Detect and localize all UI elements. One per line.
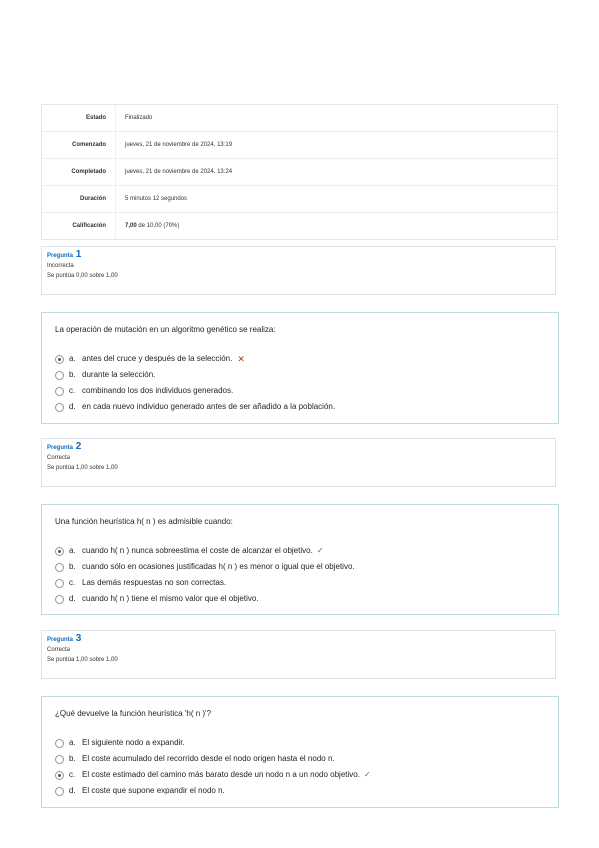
question-text: Una función heurística h( n ) es admisible cuando:: [55, 517, 233, 526]
summary-value: [116, 213, 558, 240]
radio-icon[interactable]: [55, 371, 64, 380]
answer-option-b[interactable]: [55, 367, 546, 383]
radio-checked-icon[interactable]: [55, 355, 64, 364]
radio-icon[interactable]: [55, 787, 64, 796]
option-letter: b.: [69, 754, 76, 763]
summary-value: jueves, 21 de noviembre de 2024, 13:24: [116, 159, 558, 186]
quiz-summary-table: [41, 104, 558, 240]
radio-icon[interactable]: [55, 387, 64, 396]
option-text: cuando sólo en ocasiones justificadas h( n ) es menor o igual que el objetivo.: [82, 562, 355, 571]
option-letter: a.: [69, 738, 76, 747]
radio-icon[interactable]: [55, 403, 64, 412]
answer-option-b[interactable]: [55, 751, 546, 767]
option-letter: b.: [69, 562, 76, 571]
summary-label: Calificación: [42, 213, 116, 240]
question-prefix: Pregunta: [47, 445, 74, 451]
question-text: ¿Qué devuelve la función heurística 'h( n )'?: [55, 709, 212, 718]
option-text: El coste acumulado del recorrido desde el nodo origen hasta el nodo n.: [82, 754, 335, 763]
option-text: El siguiente nodo a expandir.: [82, 738, 185, 747]
summary-value: 5 minutos 12 segundos: [116, 186, 558, 213]
summary-row-grade: [42, 213, 558, 240]
question-1-info: [41, 246, 556, 295]
question-number: [47, 634, 550, 645]
radio-checked-icon[interactable]: [55, 771, 64, 780]
answer-option-a[interactable]: [55, 735, 546, 751]
option-text: en cada nuevo individuo generado antes de ser añadido a la población.: [82, 402, 336, 411]
summary-row-state: [42, 105, 558, 132]
answer-option-a[interactable]: [55, 351, 546, 367]
question-grade: Se puntúa 1,00 sobre 1,00: [47, 657, 118, 663]
question-2-content: [41, 504, 559, 615]
summary-label: Comenzado: [42, 132, 116, 159]
summary-row-started: [42, 132, 558, 159]
option-letter: c.: [69, 770, 76, 779]
option-letter: a.: [69, 546, 76, 555]
option-letter: a.: [69, 354, 76, 363]
option-letter: c.: [69, 386, 76, 395]
question-3-content: [41, 696, 559, 808]
question-state: Incorrecta: [47, 263, 74, 269]
answer-option-b[interactable]: [55, 559, 546, 575]
option-letter: b.: [69, 370, 76, 379]
question-prefix: Pregunta: [47, 253, 74, 259]
question-state: Correcta: [47, 455, 71, 461]
question-1-content: [41, 312, 559, 424]
grade-rest: de 10,00 (70%): [136, 223, 180, 229]
radio-icon[interactable]: [55, 563, 64, 572]
answer-option-a[interactable]: [55, 543, 546, 559]
question-num: 2: [75, 441, 82, 452]
option-text: El coste estimado del camino más barato desde un nodo n a un nodo objetivo.: [82, 770, 360, 779]
summary-label: Completado: [42, 159, 116, 186]
summary-label: Estado: [85, 115, 106, 121]
question-grade: Se puntúa 0,00 sobre 1,00: [47, 273, 118, 279]
summary-row-duration: [42, 186, 558, 213]
radio-icon[interactable]: [55, 755, 64, 764]
question-number: [47, 250, 550, 261]
option-text: combinando los dos individuos generados.: [82, 386, 234, 395]
option-text: cuando h( n ) tiene el mismo valor que el objetivo.: [82, 594, 259, 603]
question-text: La operación de mutación en un algoritmo genético se realiza:: [55, 325, 276, 334]
question-2-info: [41, 438, 556, 487]
option-letter: d.: [69, 786, 76, 795]
answer-option-d[interactable]: [55, 783, 546, 799]
question-3-info: [41, 630, 556, 679]
radio-checked-icon[interactable]: [55, 547, 64, 556]
grade-score: 7,00: [125, 223, 137, 229]
question-number: [47, 442, 550, 453]
summary-value: jueves, 21 de noviembre de 2024, 13:19: [116, 132, 558, 159]
option-letter: c.: [69, 578, 76, 587]
incorrect-icon: ✕: [237, 354, 245, 364]
summary-label: Duración: [42, 186, 116, 213]
option-text: El coste que supone expandir el nodo n.: [82, 786, 225, 795]
question-num: 3: [75, 633, 82, 644]
option-letter: d.: [69, 402, 76, 411]
radio-icon[interactable]: [55, 739, 64, 748]
correct-check-icon: ✓: [363, 770, 371, 779]
question-grade: Se puntúa 1,00 sobre 1,00: [47, 465, 118, 471]
option-text: cuando h( n ) nunca sobreestima el coste de alcanzar el objetivo.: [82, 546, 313, 555]
summary-row-completed: [42, 159, 558, 186]
answer-option-d[interactable]: [55, 399, 546, 415]
answer-option-c[interactable]: [55, 767, 546, 783]
answer-option-c[interactable]: [55, 575, 546, 591]
summary-value: Finalizado: [116, 105, 558, 132]
question-prefix: Pregunta: [47, 637, 74, 643]
answer-option-c[interactable]: [55, 383, 546, 399]
question-num: 1: [75, 249, 82, 260]
correct-check-icon: ✓: [316, 546, 324, 555]
answer-option-d[interactable]: [55, 591, 546, 607]
option-text: durante la selección.: [82, 370, 156, 379]
option-letter: d.: [69, 594, 76, 603]
radio-icon[interactable]: [55, 595, 64, 604]
radio-icon[interactable]: [55, 579, 64, 588]
option-text: antes del cruce y después de la selección.: [82, 354, 233, 363]
question-state: Correcta: [47, 647, 71, 653]
option-text: Las demás respuestas no son correctas.: [82, 578, 227, 587]
